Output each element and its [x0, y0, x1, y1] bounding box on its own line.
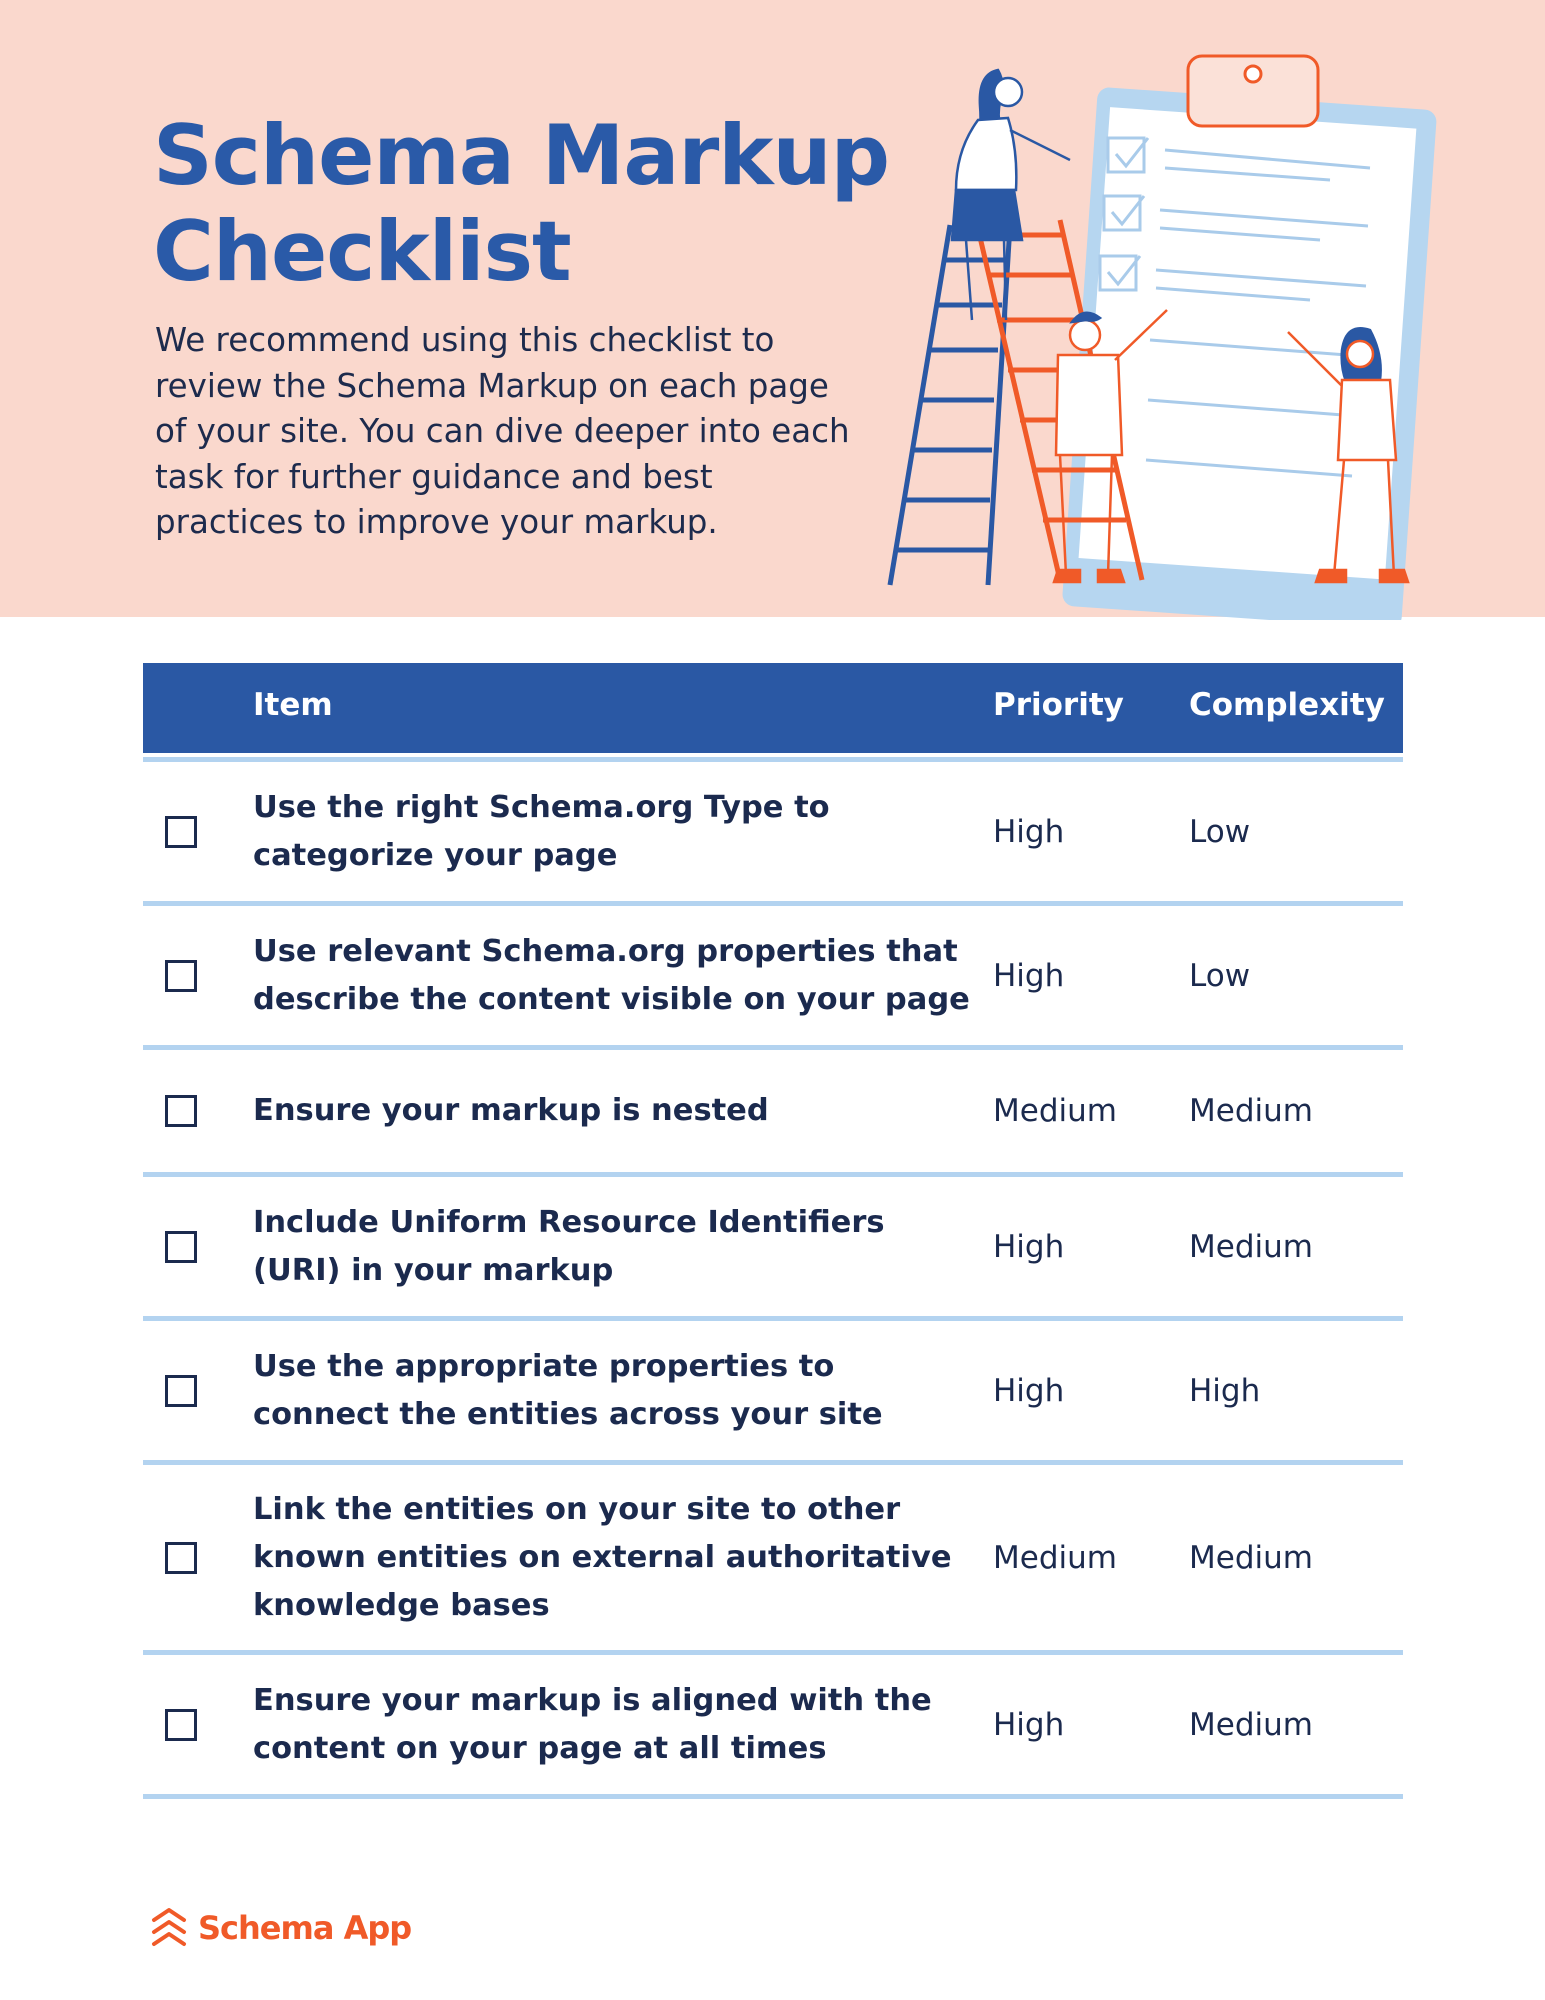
- complexity-value: Medium: [1189, 1539, 1313, 1576]
- table-row: [143, 1321, 1403, 1465]
- checkbox[interactable]: [165, 960, 197, 992]
- checkbox[interactable]: [165, 1709, 197, 1741]
- table-row: [143, 1177, 1403, 1321]
- table-row: [143, 762, 1403, 906]
- item-text: Ensure your markup is nested: [253, 1093, 769, 1128]
- intro-paragraph: We recommend using this checklist to review the Schema Markup on each page of your site. You can dive deeper into each task for further guidance and best practices to improve your markup.: [155, 321, 850, 541]
- table-header: [143, 663, 1403, 753]
- table-row: [143, 1050, 1403, 1177]
- complexity-value: Medium: [1189, 1093, 1313, 1129]
- checkbox[interactable]: [165, 1375, 197, 1407]
- priority-value: High: [993, 957, 1065, 994]
- checkbox[interactable]: [165, 1542, 197, 1574]
- checkbox[interactable]: [165, 1095, 197, 1127]
- item-text: Ensure your markup is aligned with the content on your page at all times: [253, 1682, 932, 1766]
- priority-value: Medium: [993, 1093, 1117, 1129]
- table-row: [143, 906, 1403, 1050]
- priority-value: Medium: [993, 1539, 1117, 1576]
- complexity-value: Low: [1189, 957, 1251, 994]
- item-text: Use relevant Schema.org properties that describe the content visible on your page: [253, 933, 970, 1017]
- item-text: Use the appropriate properties to connect the entities across your site: [253, 1348, 883, 1432]
- checkbox[interactable]: [165, 1231, 197, 1263]
- item-text: Use the right Schema.org Type to categorize your page: [253, 789, 830, 873]
- chevrons-up-icon: [150, 1906, 188, 1950]
- hero-banner: [0, 0, 1545, 617]
- table-row: [143, 1465, 1403, 1655]
- complexity-value: High: [1189, 1372, 1261, 1409]
- priority-value: High: [993, 813, 1065, 850]
- logo-text: Schema App: [198, 1909, 412, 1947]
- complexity-value: Medium: [1189, 1228, 1313, 1265]
- priority-value: High: [993, 1228, 1065, 1265]
- complexity-value: Medium: [1189, 1706, 1313, 1743]
- header-priority: Priority: [993, 687, 1124, 723]
- header-item: Item: [253, 687, 333, 723]
- priority-value: High: [993, 1372, 1065, 1409]
- checklist-table: [143, 663, 1403, 1799]
- item-text: Include Uniform Resource Identifiers (URI) in your markup: [253, 1204, 885, 1288]
- complexity-value: Low: [1189, 813, 1251, 850]
- priority-value: High: [993, 1706, 1065, 1743]
- page-title: Schema Markup Checklist: [153, 107, 889, 300]
- header-complexity: Complexity: [1189, 687, 1385, 723]
- item-text: Link the entities on your site to other known entities on external authoritative knowledge bases: [253, 1491, 952, 1623]
- checkbox[interactable]: [165, 816, 197, 848]
- table-row: [143, 1655, 1403, 1799]
- clipboard-illustration: [880, 50, 1440, 620]
- schema-app-logo[interactable]: [150, 1904, 411, 1952]
